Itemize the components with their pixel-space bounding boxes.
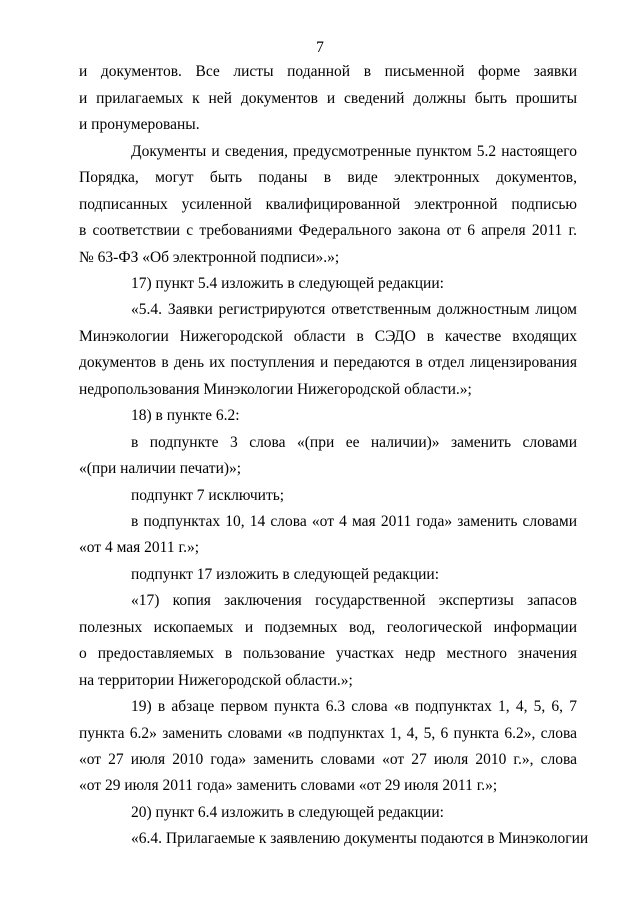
text-line: 19) в абзаце первом пункта 6.3 слова «в подпунктах 1, 4, 5, 6, 7 bbox=[131, 698, 577, 715]
text-line: в подпункте 3 слова «(при ее наличии)» заменить словами bbox=[131, 434, 577, 451]
text-line: на территории Нижегородской области.»; bbox=[79, 672, 353, 689]
text-line: и прилагаемых к ней документов и сведений должны быть прошиты bbox=[79, 90, 577, 107]
text-line: 18) в пункте 6.2: bbox=[131, 407, 240, 424]
text-line: «(при наличии печати)»; bbox=[79, 460, 242, 477]
text-line: 17) пункт 5.4 изложить в следующей редакции: bbox=[131, 275, 444, 292]
text-line: и документов. Все листы поданной в письменной форме заявки bbox=[79, 63, 577, 80]
text-line: полезных ископаемых и подземных вод, геологической информации bbox=[79, 619, 577, 636]
text-line: «5.4. Заявки регистрируются ответственным должностным лицом bbox=[131, 301, 577, 318]
text-line: Порядка, могут быть поданы в виде электронных документов, bbox=[79, 169, 577, 186]
text-line: недропользования Минэкологии Нижегородской области.»; bbox=[79, 381, 472, 398]
text-line: 20) пункт 6.4 изложить в следующей редакции: bbox=[131, 804, 444, 821]
text-line: подпункт 17 изложить в следующей редакции: bbox=[131, 566, 440, 583]
text-line: «6.4. Прилагаемые к заявлению документы подаются в Минэкологии bbox=[131, 830, 589, 847]
text-line: Минэкологии Нижегородской области в СЭДО в качестве входящих bbox=[79, 328, 577, 345]
text-line: № 63-ФЗ «Об электронной подписи».»; bbox=[79, 249, 340, 266]
text-line: «17) копия заключения государственной экспертизы запасов bbox=[131, 592, 577, 609]
text-line: о предоставляемых в пользование участках недр местного значения bbox=[79, 645, 577, 662]
text-line: в соответствии с требованиями Федерального закона от 6 апреля 2011 г. bbox=[79, 222, 577, 239]
text-line: подпункт 7 исключить; bbox=[131, 487, 285, 504]
text-line: подписанных усиленной квалифицированной электронной подписью bbox=[79, 196, 577, 213]
text-line: «от 29 июля 2011 года» заменить словами «от 29 июля 2011 г.»; bbox=[79, 777, 498, 794]
text-line: «от 27 июля 2010 года» заменить словами «от 27 июля 2010 г.», слова bbox=[79, 751, 577, 768]
text-line: документов в день их поступления и передаются в отдел лицензирования bbox=[79, 354, 577, 371]
page-number: 7 bbox=[316, 39, 324, 56]
text-line: в подпунктах 10, 14 слова «от 4 мая 2011 года» заменить словами bbox=[131, 513, 577, 530]
text-line: и пронумерованы. bbox=[79, 116, 200, 133]
text-line: «от 4 мая 2011 г.»; bbox=[79, 539, 199, 556]
text-line: пункта 6.2» заменить словами «в подпунктах 1, 4, 5, 6 пункта 6.2», слова bbox=[79, 725, 577, 742]
text-line: Документы и сведения, предусмотренные пунктом 5.2 настоящего bbox=[131, 143, 577, 160]
